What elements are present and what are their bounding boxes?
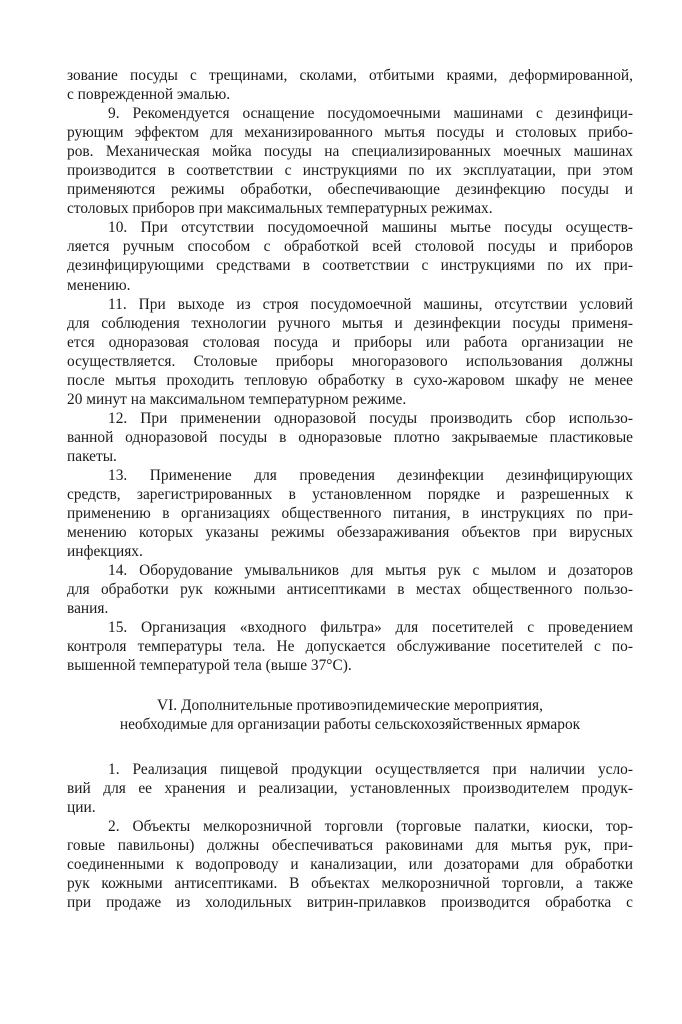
text-line: осуществляется. Столовые приборы многоразового использования должны <box>67 352 633 370</box>
section-heading <box>67 696 633 734</box>
text-line: вышенной температурой тела (выше 37°C). <box>67 657 352 675</box>
section-heading-line: VI. Дополнительные противоэпидемические мероприятия, <box>157 696 543 714</box>
text-line: ляется ручным способом с обработкой всей столовой посуды и приборов <box>67 238 633 256</box>
text-line: 13. Применение для проведения дезинфекции дезинфицирующих <box>108 466 633 484</box>
paragraph <box>67 66 633 104</box>
text-line: 20 минут на максимальном температурном режиме. <box>67 390 407 408</box>
text-line: 2. Объекты мелкорозничной торговли (торговые палатки, киоски, тор- <box>108 817 633 835</box>
text-line: ров. Механическая мойка посуды на специализированных моечных машинах <box>67 143 633 161</box>
paragraph <box>67 760 633 817</box>
text-line: говые павильоны) должны обеспечиваться раковинами для мытья рук, при- <box>67 836 633 854</box>
text-line: менению которых указаны режимы обеззараживания объектов при вирусных <box>67 524 633 542</box>
text-line: пакеты. <box>67 447 117 465</box>
text-line: ется одноразовая столовая посуда и приборы или работа организации не <box>67 333 633 351</box>
body-text-before-section <box>67 66 633 676</box>
text-line: 9. Рекомендуется оснащение посудомоечными машинами с дезинфици- <box>108 105 633 123</box>
document-page <box>67 66 633 912</box>
text-line: при продаже из холодильных витрин-прилавков производится обработка с <box>67 893 633 911</box>
text-line: с поврежденной эмалью. <box>67 86 231 104</box>
text-line: соединенными к водопроводу и канализации, или дозаторами для обработки <box>67 855 633 873</box>
text-line: после мытья проходить тепловую обработку в сухо-жаровом шкафу не менее <box>67 371 633 389</box>
text-line: инфекциях. <box>67 543 143 561</box>
text-line: для соблюдения технологии ручного мытья и дезинфекции посуды применя- <box>67 314 633 332</box>
text-line: для обработки рук кожными антисептиками в местах общественного пользо- <box>67 581 633 599</box>
paragraph <box>67 561 633 618</box>
text-line: 10. При отсутствии посудомоечной машины мытье посуды осуществ- <box>108 219 633 237</box>
paragraph <box>67 295 633 409</box>
text-line: ванной одноразовой посуды в одноразовые плотно закрываемые пластиковые <box>67 428 633 446</box>
text-line: 12. При применении одноразовой посуды производить сбор использо- <box>108 409 633 427</box>
body-text-after-section <box>67 760 633 912</box>
text-line: 14. Оборудование умывальников для мытья рук с мылом и дозаторов <box>108 562 633 580</box>
text-line: столовых приборов при максимальных температурных режимах. <box>67 200 493 218</box>
text-line: зование посуды с трещинами, сколами, отбитыми краями, деформированной, <box>67 67 633 84</box>
paragraph <box>67 218 633 294</box>
text-line: рук кожными антисептиками. В объектах мелкорозничной торговли, а также <box>67 874 633 892</box>
text-line: вания. <box>67 600 109 618</box>
paragraph <box>67 466 633 561</box>
text-line: ции. <box>67 798 96 816</box>
text-line: средств, зарегистрированных в установленном порядке и разрешенных к <box>67 486 633 504</box>
text-line: применению в организациях общественного питания, в инструкциях по при- <box>67 505 633 523</box>
paragraph <box>67 618 633 675</box>
text-line: контроля температуры тела. Не допускается обслуживание посетителей с по- <box>67 638 633 656</box>
text-line: дезинфицирующими средствами в соответствии с инструкциями по их при- <box>67 257 633 275</box>
text-line: вий для ее хранения и реализации, установленных производителем продук- <box>67 779 633 797</box>
paragraph <box>67 104 633 218</box>
paragraph <box>67 817 633 912</box>
text-line: рующим эффектом для механизированного мытья посуды и столовых прибо- <box>67 124 633 142</box>
paragraph <box>67 409 633 466</box>
section-heading-line: необходимые для организации работы сельскохозяйственных ярмарок <box>119 715 581 733</box>
text-line: менению. <box>67 276 131 294</box>
text-line: 1. Реализация пищевой продукции осуществляется при наличии усло- <box>108 760 633 778</box>
text-line: 11. При выходе из строя посудомоечной машины, отсутствии условий <box>108 295 633 313</box>
text-line: производится в соответствии с инструкциями по их эксплуатации, при этом <box>67 162 633 180</box>
text-line: применяются режимы обработки, обеспечивающие дезинфекцию посуды и <box>67 181 633 199</box>
text-line: 15. Организация «входного фильтра» для посетителей с проведением <box>108 619 633 637</box>
